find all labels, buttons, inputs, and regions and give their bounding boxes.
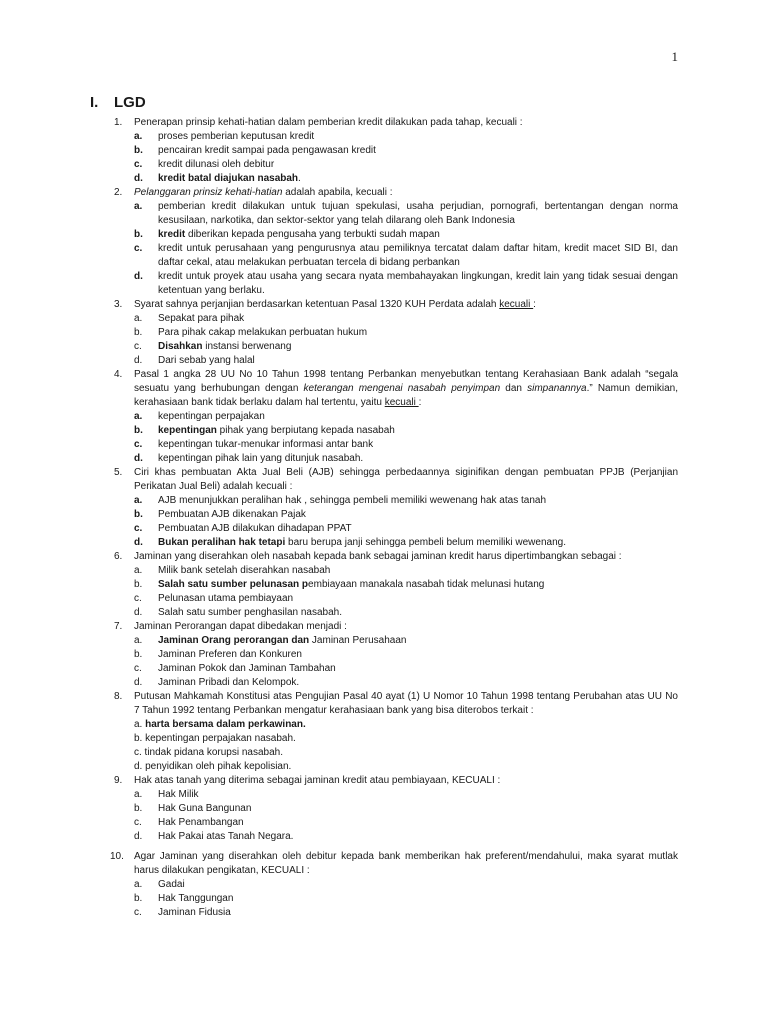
- option-d: [134, 270, 678, 298]
- question-7: [114, 620, 678, 690]
- option-b: [134, 578, 678, 592]
- option-text: pencairan kredit sampai pada pengawasan kredit: [158, 145, 376, 156]
- question-number: 1.: [114, 117, 123, 128]
- option-a: [134, 878, 678, 892]
- option-text: kredit untuk proyek atau usaha yang secara nyata membahayakan lingkungan, kredit lain yang tidak sesuai dengan ketentuan yang berlaku.: [158, 271, 678, 296]
- question-text: Syarat sahnya perjanjian berdasarkan ketentuan Pasal 1320 KUH Perdata adalah: [134, 299, 500, 310]
- option-b: [134, 802, 678, 816]
- option-text-bold: kepentingan: [158, 425, 217, 436]
- option-text: Jaminan Pokok dan Jaminan Tambahan: [158, 663, 336, 674]
- option-d: [134, 676, 678, 690]
- option-text: proses pemberian keputusan kredit: [158, 131, 315, 142]
- section-numeral: I.: [90, 94, 99, 111]
- question-1: [114, 116, 678, 186]
- question-text: Jaminan yang diserahkan oleh nasabah kepada bank sebagai jaminan kredit harus dipertimbangkan sebagai :: [134, 551, 622, 562]
- option-letter: b.: [134, 229, 143, 240]
- option-d: [134, 606, 678, 620]
- option-d: [134, 830, 678, 844]
- question-number: 8.: [114, 691, 123, 702]
- option-b: [134, 648, 678, 662]
- option-text: Milik bank setelah diserahkan nasabah: [158, 565, 331, 576]
- option-letter: b.: [134, 893, 143, 904]
- option-b: [134, 228, 678, 242]
- option-text: diberikan kepada pengusaha yang terbukti sudah mapan: [185, 229, 440, 240]
- option-letter: d.: [134, 173, 143, 184]
- option-a: [134, 200, 678, 228]
- option-d: [134, 452, 678, 466]
- option-text: baru berupa janji sehingga pembeli belum memiliki wewenang.: [285, 537, 566, 548]
- question-text: Hak atas tanah yang diterima sebagai jaminan kredit atau pembiayaan, KECUALI :: [134, 775, 501, 786]
- option-c: [134, 816, 678, 830]
- option-a: [134, 312, 678, 326]
- option-c: c. tindak pidana korupsi nasabah.: [134, 747, 283, 758]
- question-10: [110, 850, 678, 920]
- question-text-underline: kecuali: [384, 397, 419, 408]
- option-letter: c.: [134, 243, 143, 254]
- option-text: Dari sebab yang halal: [158, 355, 255, 366]
- option-text: Jaminan Fidusia: [158, 907, 231, 918]
- question-5: [114, 466, 678, 550]
- question-text: Penerapan prinsip kehati-hatian dalam pemberian kredit dilakukan pada tahap, kecuali :: [134, 117, 523, 128]
- option-prefix: a.: [134, 719, 146, 730]
- question-text-colon: :: [418, 397, 422, 408]
- option-text-bold: Disahkan: [158, 341, 203, 352]
- question-text: Agar Jaminan yang diserahkan oleh debitur kepada bank memberikan hak preferent/mendahului, maka syarat mutlak harus dilakukan pengikatan, KECUALI :: [134, 851, 678, 876]
- option-text: pemberian kredit dilakukan untuk tujuan spekulasi, usaha perjudian, pornografi, bertentangan dengan norma kesusilaan, narkotika, dan sektor-sektor yang telah dilarang oleh Bank Indonesia: [158, 201, 678, 226]
- option-c: [134, 592, 678, 606]
- option-b: [134, 326, 678, 340]
- option-c: [134, 242, 678, 270]
- option-text: instansi berwenang: [202, 341, 292, 352]
- option-letter: a.: [134, 131, 143, 142]
- question-text-end: :: [533, 299, 536, 310]
- option-text: Hak Milik: [158, 789, 199, 800]
- option-text: Gadai: [158, 879, 185, 890]
- option-letter: a.: [134, 565, 143, 576]
- option-a: [134, 494, 678, 508]
- option-letter: c.: [134, 439, 143, 450]
- question-number: 10.: [110, 851, 124, 862]
- option-b: [134, 508, 678, 522]
- option-letter: b.: [134, 145, 143, 156]
- option-a: [134, 788, 678, 802]
- question-text-end: .” Namun demikian, kerahasiaan bank tidak berlaku dalam hal tertentu, yaitu: [134, 383, 678, 408]
- option-c: [134, 158, 678, 172]
- option-letter: d.: [134, 537, 143, 548]
- question-list: [110, 116, 678, 920]
- question-number: 7.: [114, 621, 123, 632]
- option-b: b. kepentingan perpajakan nasabah.: [134, 733, 296, 744]
- option-d: d. penyidikan oleh pihak kepolisian.: [134, 761, 292, 772]
- option-text: Para pihak cakap melakukan perbuatan hukum: [158, 327, 368, 338]
- option-text: kepentingan pihak lain yang ditunjuk nasabah.: [158, 453, 364, 464]
- option-letter: c.: [134, 817, 142, 828]
- option-text-bold: Bukan peralihan hak tetapi: [158, 537, 286, 548]
- option-b: [134, 424, 678, 438]
- section-title: [90, 96, 146, 110]
- option-c: [134, 662, 678, 676]
- question-text-italic: Pelanggaran prinsiz kehati-hatian: [134, 187, 283, 198]
- question-text: Putusan Mahkamah Konstitusi atas Pengujian Pasal 40 ayat (1) U Nomor 10 Tahun 1998 tentang Perubahan atas UU No 7 Tahun 1992 tentang Perbankan mengatur kerahasiaan bank yang bisa diterobos terkait :: [134, 691, 678, 716]
- option-text: Salah satu sumber penghasilan nasabah.: [158, 607, 343, 618]
- option-letter: d.: [134, 453, 143, 464]
- question-number: 9.: [114, 775, 123, 786]
- question-text-mid: dan: [500, 383, 528, 394]
- page-number: 1: [671, 49, 678, 64]
- option-c: [134, 522, 678, 536]
- option-c: [134, 340, 678, 354]
- question-6: [114, 550, 678, 620]
- option-b: [134, 144, 678, 158]
- option-text: Jaminan Perusahaan: [309, 635, 407, 646]
- question-4: [114, 368, 678, 466]
- option-text-bold: harta bersama dalam perkawinan.: [145, 719, 306, 730]
- option-letter: a.: [134, 411, 143, 422]
- option-a: [134, 564, 678, 578]
- question-2: [114, 186, 678, 298]
- option-letter: c.: [134, 907, 142, 918]
- option-d: [134, 536, 678, 550]
- option-a: [134, 130, 678, 144]
- question-number: 5.: [114, 467, 123, 478]
- question-3: [114, 298, 678, 368]
- option-text: Hak Pakai atas Tanah Negara.: [158, 831, 294, 842]
- question-text-underline: kecuali: [499, 299, 534, 310]
- option-letter: b.: [134, 509, 143, 520]
- option-text: Jaminan Preferen dan Konkuren: [158, 649, 302, 660]
- option-letter: b.: [134, 803, 143, 814]
- option-letter: a.: [134, 495, 143, 506]
- option-letter: d.: [134, 831, 143, 842]
- option-letter: a.: [134, 789, 143, 800]
- option-text: Hak Tanggungan: [158, 893, 234, 904]
- question-text: Ciri khas pembuatan Akta Jual Beli (AJB) sehingga perbedaannya siginifikan dengan pembuatan PPJB (Perjanjian Perikatan Jual Beli) adalah kecuali :: [134, 467, 678, 492]
- option-letter: b.: [134, 579, 143, 590]
- option-letter: b.: [134, 425, 143, 436]
- option-letter: a.: [134, 201, 143, 212]
- option-text: Pembuatan AJB dikenakan Pajak: [158, 509, 306, 520]
- option-c: [134, 438, 678, 452]
- option-text: Sepakat para pihak: [158, 313, 245, 324]
- option-letter: d.: [134, 607, 143, 618]
- option-text-bold: kredit: [158, 229, 186, 240]
- question-text-italic-2: simpanannya: [527, 383, 587, 394]
- question-text-italic: keterangan mengenai nasabah penyimpan: [303, 383, 501, 394]
- option-text: AJB menunjukkan peralihan hak , sehingga pembeli memiliki wewenang hak atas tanah: [158, 495, 547, 506]
- question-number: 4.: [114, 369, 123, 380]
- option-letter: c.: [134, 593, 142, 604]
- option-letter: b.: [134, 327, 143, 338]
- option-letter: c.: [134, 663, 142, 674]
- option-letter: c.: [134, 341, 142, 352]
- option-letter: a.: [134, 635, 143, 646]
- option-text: kepentingan tukar-menukar informasi antar bank: [158, 439, 374, 450]
- question-number: 2.: [114, 187, 123, 198]
- option-text: Pembuatan AJB dilakukan dihadapan PPAT: [158, 523, 352, 534]
- option-letter: a.: [134, 313, 143, 324]
- option-text: .: [298, 173, 301, 184]
- question-text: adalah apabila, kecuali :: [282, 187, 393, 198]
- option-letter: d.: [134, 677, 143, 688]
- question-number: 3.: [114, 299, 123, 310]
- option-text: Hak Guna Bangunan: [158, 803, 252, 814]
- option-letter: a.: [134, 879, 143, 890]
- option-letter: c.: [134, 523, 143, 534]
- question-number: 6.: [114, 551, 123, 562]
- question-8: [114, 690, 678, 774]
- option-text: kredit untuk perusahaan yang pengurusnya atau pemiliknya tercatat dalam daftar hitam, kredit macet SID BI, dan daftar cekal, atau melakukan perbuatan tercela di bidang perbankan: [158, 243, 678, 268]
- option-text-bold: Salah satu sumber pelunasan p: [158, 579, 309, 590]
- option-b: [134, 892, 678, 906]
- option-text: Jaminan Pribadi dan Kelompok.: [158, 677, 300, 688]
- question-text: Jaminan Perorangan dapat dibedakan menjadi :: [134, 621, 347, 632]
- option-text-bold: kredit batal diajukan nasabah: [158, 173, 299, 184]
- option-a: [134, 410, 678, 424]
- option-text: embiayaan manakala nasabah tidak melunasi hutang: [308, 579, 545, 590]
- option-a: [114, 718, 678, 732]
- option-d: [134, 172, 678, 186]
- option-text: pihak yang berpiutang kepada nasabah: [216, 425, 395, 436]
- option-text: Pelunasan utama pembiayaan: [158, 593, 294, 604]
- question-text: Pasal 1 angka 28 UU No 10 Tahun 1998 tentang Perbankan menyebutkan tentang Kerahasiaan Bank adalah “segala sesuatu yang berhubungan dengan: [134, 369, 678, 394]
- section-title-text: LGD: [114, 94, 146, 111]
- option-a: [134, 634, 678, 648]
- option-text: Hak Penambangan: [158, 817, 244, 828]
- option-c: [134, 906, 678, 920]
- option-letter: c.: [134, 159, 143, 170]
- option-text: kredit dilunasi oleh debitur: [158, 159, 275, 170]
- option-d: [134, 354, 678, 368]
- question-9: [114, 774, 678, 844]
- option-letter: b.: [134, 649, 143, 660]
- option-letter: d.: [134, 355, 143, 366]
- option-text-bold: Jaminan Orang perorangan dan: [158, 635, 310, 646]
- option-letter: d.: [134, 271, 143, 282]
- option-text: kepentingan perpajakan: [158, 411, 265, 422]
